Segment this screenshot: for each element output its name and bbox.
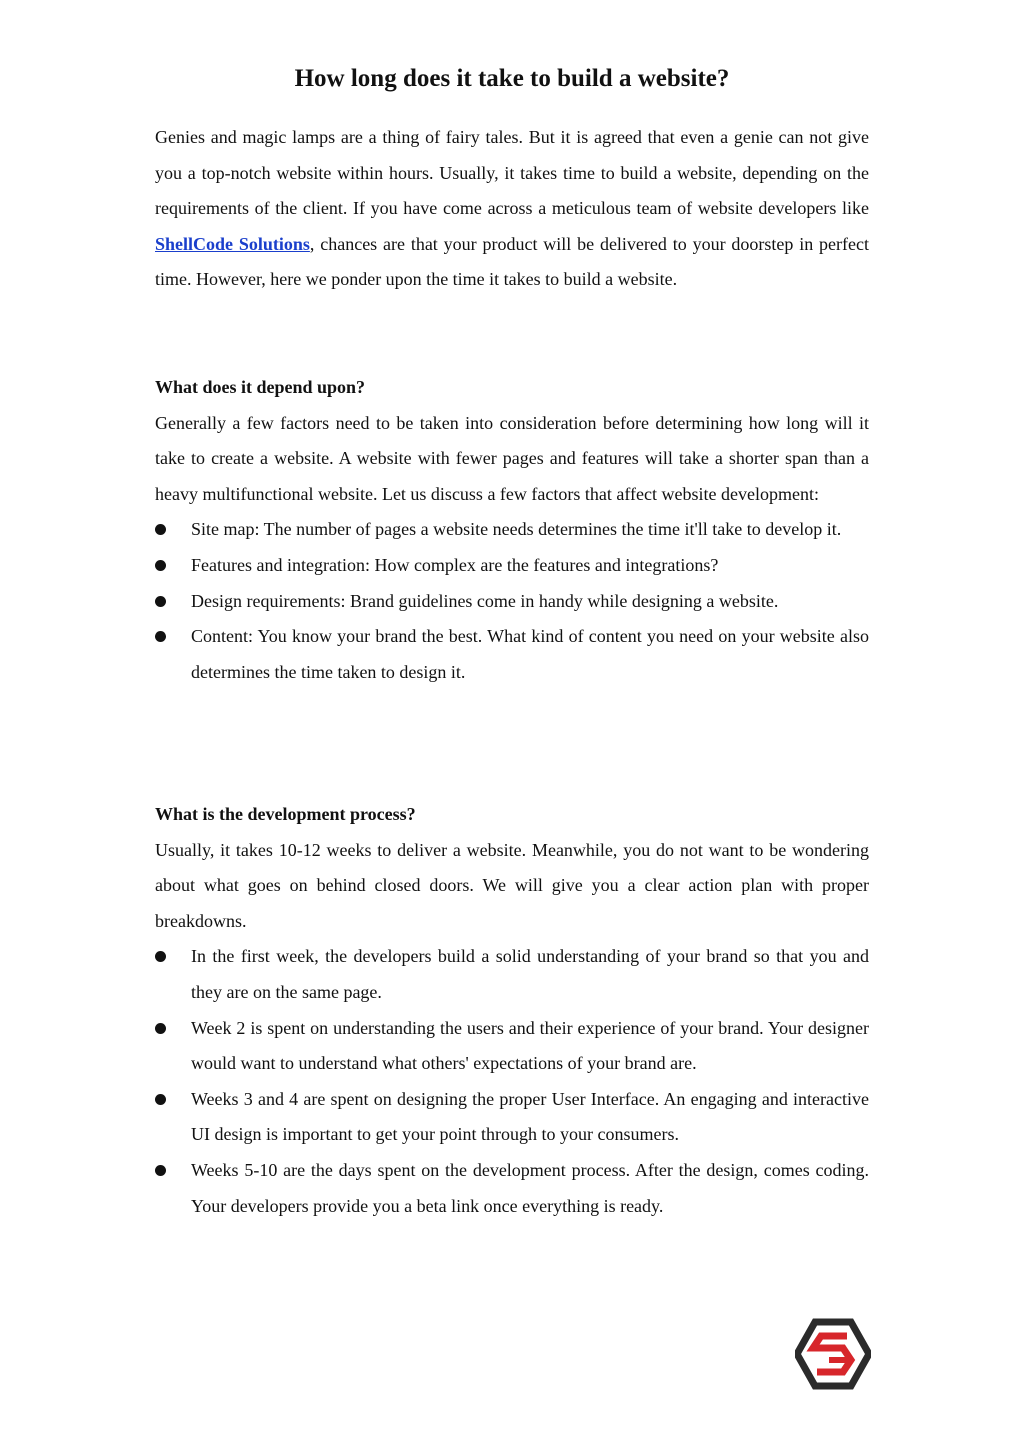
bullet-icon bbox=[155, 1165, 166, 1176]
list-item-text: Features and integration: How complex are the features and integrations? bbox=[191, 554, 719, 575]
list-item bbox=[155, 1082, 869, 1153]
process-list bbox=[155, 939, 869, 1224]
list-item-text: Weeks 3 and 4 are spent on designing the proper User Interface. An engaging and interactive UI design is important to get your point through to your consumers. bbox=[191, 1088, 869, 1145]
list-item-text: Week 2 is spent on understanding the users and their experience of your brand. Your designer would want to understand what others' expectations of your brand are. bbox=[191, 1017, 869, 1074]
section-development-process bbox=[155, 797, 869, 1224]
bullet-icon bbox=[155, 524, 166, 535]
section-paragraph: Usually, it takes 10-12 weeks to deliver a website. Meanwhile, you do not want to be wondering about what goes on behind closed doors. We will give you a clear action plan with proper breakdowns. bbox=[155, 839, 869, 931]
list-item-text: Content: You know your brand the best. What kind of content you need on your website also determines the time taken to design it. bbox=[191, 626, 869, 682]
shellcode-solutions-link[interactable]: ShellCode Solutions bbox=[155, 233, 310, 254]
intro-paragraph bbox=[155, 120, 869, 298]
shellcode-logo-icon bbox=[795, 1318, 871, 1390]
list-item-text: Weeks 5-10 are the days spent on the development process. After the design, comes coding. Your developers provide you a beta link once everything is ready. bbox=[191, 1159, 869, 1216]
section-depend-upon bbox=[155, 370, 869, 690]
intro-text-before-link: Genies and magic lamps are a thing of fairy tales. But it is agreed that even a genie can not give you a top-notch website within hours. Usually, it takes time to build a website, depending on the requirements of the client. If you have come across a meticulous team of website developers like bbox=[155, 127, 869, 219]
intro-text-after-link: , chances are that your product will be delivered to your doorstep in perfect time. However, here we ponder upon the time it takes to build a website. bbox=[155, 233, 870, 290]
bullet-icon bbox=[155, 1094, 166, 1105]
list-item bbox=[155, 619, 869, 690]
list-item bbox=[155, 1153, 869, 1224]
list-item bbox=[155, 584, 869, 620]
list-item-text: Site map: The number of pages a website needs determines the time it'll take to develop it. bbox=[191, 519, 842, 540]
section-heading: What does it depend upon? bbox=[155, 377, 366, 397]
factors-list bbox=[155, 512, 869, 690]
list-item-text: Design requirements: Brand guidelines come in handy while designing a website. bbox=[191, 590, 779, 611]
bullet-icon bbox=[155, 596, 166, 607]
list-item bbox=[155, 1011, 869, 1082]
bullet-icon bbox=[155, 1023, 166, 1034]
list-item bbox=[155, 512, 869, 548]
list-item bbox=[155, 939, 869, 1010]
bullet-icon bbox=[155, 951, 166, 962]
section-paragraph: Generally a few factors need to be taken into consideration before determining how long will it take to create a website. A website with fewer pages and features will take a shorter span than a heavy multifunctional website. Let us discuss a few factors that affect website development: bbox=[155, 412, 869, 504]
list-item-text: In the first week, the developers build a solid understanding of your brand so that you and they are on the same page. bbox=[191, 946, 869, 1002]
section-heading: What is the development process? bbox=[155, 804, 416, 824]
bullet-icon bbox=[155, 560, 166, 571]
bullet-icon bbox=[155, 631, 166, 642]
list-item bbox=[155, 548, 869, 584]
page-title: How long does it take to build a website? bbox=[294, 65, 730, 92]
